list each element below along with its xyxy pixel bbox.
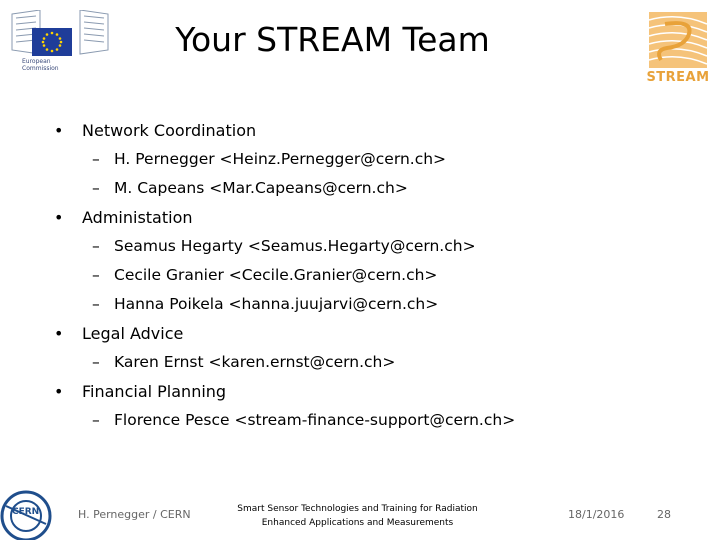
sub-item-text: H. Pernegger <Heinz.Pernegger@cern.ch>: [114, 150, 447, 168]
svg-text:CERN: CERN: [12, 507, 40, 517]
bullet-label: Administation: [82, 208, 193, 227]
bullet-dot: •: [54, 121, 64, 140]
dash-marker: –: [92, 411, 100, 429]
footer-author: H. Pernegger / CERN: [78, 508, 191, 521]
sub-item: [54, 261, 694, 290]
bullet-list: [54, 116, 694, 435]
bullet-administation: [54, 203, 694, 232]
page-number: 28: [657, 508, 671, 521]
slide-title: Your STREAM Team: [175, 20, 490, 59]
sub-item: [54, 174, 694, 203]
dash-marker: –: [92, 179, 100, 197]
sub-item-text: Cecile Granier <Cecile.Granier@cern.ch>: [114, 266, 438, 284]
sub-item: [54, 290, 694, 319]
sub-item: [54, 348, 694, 377]
sub-item: [54, 145, 694, 174]
bullet-dot: •: [54, 324, 64, 343]
dash-marker: –: [92, 150, 100, 168]
bullet-network-coordination: [54, 116, 694, 145]
sub-item-text: Hanna Poikela <hanna.juujarvi@cern.ch>: [114, 295, 439, 313]
bullet-legal-advice: [54, 319, 694, 348]
footer-project-line1: Smart Sensor Technologies and Training for Radiation: [237, 504, 478, 514]
stream-logo-label: STREAM: [646, 70, 710, 85]
sub-item-text: Seamus Hegarty <Seamus.Hegarty@cern.ch>: [114, 237, 476, 255]
dash-marker: –: [92, 266, 100, 284]
ec-label-line2: Commission: [22, 65, 59, 72]
ec-label-line1: European: [22, 58, 51, 65]
sub-item-text: Florence Pesce <stream-finance-support@cern.ch>: [114, 411, 516, 429]
bullet-label: Legal Advice: [82, 324, 184, 343]
footer-date: 18/1/2016: [568, 508, 625, 521]
bullet-dot: •: [54, 208, 64, 227]
sub-item-text: M. Capeans <Mar.Capeans@cern.ch>: [114, 179, 408, 197]
bullet-financial-planning: [54, 377, 694, 406]
dash-marker: –: [92, 237, 100, 255]
footer-project: [230, 502, 485, 530]
sub-item: [54, 232, 694, 261]
cern-logo: [0, 484, 56, 540]
dash-marker: –: [92, 295, 100, 313]
bullet-label: Financial Planning: [82, 382, 227, 401]
sub-item-text: Karen Ernst <karen.ernst@cern.ch>: [114, 353, 396, 371]
sub-item: [54, 406, 694, 435]
dash-marker: –: [92, 353, 100, 371]
ec-logo-label: [22, 58, 59, 72]
footer-project-line2: Enhanced Applications and Measurements: [261, 518, 454, 528]
bullet-label: Network Coordination: [82, 121, 257, 140]
bullet-dot: •: [54, 382, 64, 401]
